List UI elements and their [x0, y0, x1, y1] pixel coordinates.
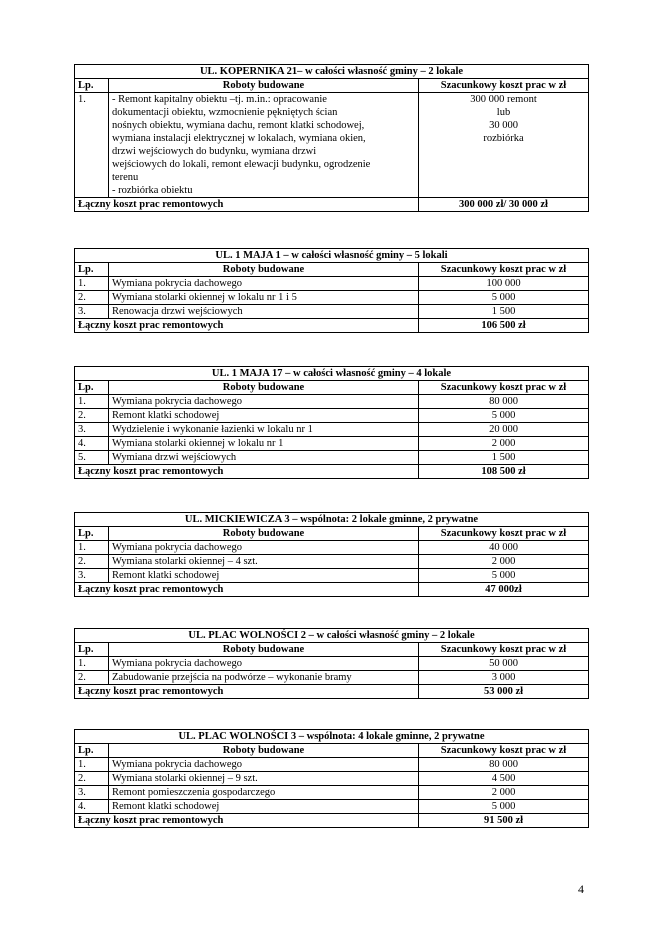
total-label: Łączny koszt prac remontowych [75, 583, 419, 597]
row-cost: 2 000 [419, 555, 589, 569]
table-row [75, 305, 589, 319]
table-title-row [75, 65, 589, 79]
table-row [75, 555, 589, 569]
table-row [75, 800, 589, 814]
total-row [75, 465, 589, 479]
row-description: Wymiana pokrycia dachowego [109, 758, 419, 772]
row-description: Wymiana pokrycia dachowego [109, 657, 419, 671]
table-row [75, 671, 589, 685]
table-title-row [75, 249, 589, 263]
row-cost: 1 500 [419, 451, 589, 465]
table-title: UL. KOPERNIKA 21– w całości własność gminy – 2 lokale [75, 65, 589, 79]
row-cost: 2 000 [419, 437, 589, 451]
row-cost: 20 000 [419, 423, 589, 437]
table-row [75, 395, 589, 409]
header-cost: Szacunkowy koszt prac w zł [419, 643, 589, 657]
table-title: UL. 1 MAJA 1 – w całości własność gminy – 5 lokali [75, 249, 589, 263]
row-description: Remont klatki schodowej [109, 800, 419, 814]
header-lp: Lp. [75, 79, 109, 93]
header-works: Roboty budowane [109, 744, 419, 758]
row-description: Wymiana pokrycia dachowego [109, 277, 419, 291]
total-row [75, 814, 589, 828]
row-number: 2. [75, 555, 109, 569]
row-description: Zabudowanie przejścia na podwórze – wykonanie bramy [109, 671, 419, 685]
row-cost: 80 000 [419, 395, 589, 409]
renovation-table [74, 248, 589, 333]
total-label: Łączny koszt prac remontowych [75, 198, 419, 212]
row-description: Wymiana stolarki okiennej w lokalu nr 1 [109, 437, 419, 451]
header-works: Roboty budowane [109, 643, 419, 657]
total-value: 91 500 zł [419, 814, 589, 828]
row-number: 2. [75, 291, 109, 305]
row-cost: 5 000 [419, 409, 589, 423]
row-cost: 5 000 [419, 800, 589, 814]
row-number: 1. [75, 277, 109, 291]
row-description: Renowacja drzwi wejściowych [109, 305, 419, 319]
table-header-row [75, 643, 589, 657]
total-label: Łączny koszt prac remontowych [75, 319, 419, 333]
page-number: 4 [578, 882, 584, 896]
row-cost: 2 000 [419, 786, 589, 800]
row-number: 1. [75, 395, 109, 409]
total-value: 300 000 zł/ 30 000 zł [419, 198, 589, 212]
renovation-table [74, 64, 589, 212]
row-cost: 50 000 [419, 657, 589, 671]
header-cost: Szacunkowy koszt prac w zł [419, 527, 589, 541]
renovation-table [74, 729, 589, 828]
header-works: Roboty budowane [109, 527, 419, 541]
row-cost: 4 500 [419, 772, 589, 786]
row-description: Remont klatki schodowej [109, 409, 419, 423]
row-description: Wymiana stolarki okiennej – 9 szt. [109, 772, 419, 786]
table-row [75, 93, 589, 198]
row-description: Remont pomieszczenia gospodarczego [109, 786, 419, 800]
row-cost: 5 000 [419, 291, 589, 305]
row-number: 3. [75, 569, 109, 583]
total-label: Łączny koszt prac remontowych [75, 685, 419, 699]
header-lp: Lp. [75, 744, 109, 758]
total-row [75, 319, 589, 333]
total-label: Łączny koszt prac remontowych [75, 814, 419, 828]
renovation-table [74, 366, 589, 479]
table-title: UL. MICKIEWICZA 3 – wspólnota: 2 lokale gminne, 2 prywatne [75, 513, 589, 527]
table-header-row [75, 527, 589, 541]
row-description: Wymiana pokrycia dachowego [109, 395, 419, 409]
row-number: 3. [75, 423, 109, 437]
row-number: 2. [75, 409, 109, 423]
table-title: UL. PLAC WOLNOŚCI 3 – wspólnota: 4 lokale gminne, 2 prywatne [75, 730, 589, 744]
table-title-row [75, 730, 589, 744]
row-description: - Remont kapitalny obiektu –tj. m.in.: opracowanie dokumentacji obiektu, wzmocnienie pękniętych ścian nośnych obiektu, wymiana dachu, remont klatki schodowej, wymiana instalacji elektrycznej w lokalach, wymiana okien, drzwi wejściowych do budynku, wymiana drzwi wejściowych do lokali, remont elewacji budynku, ogrodzenie terenu - rozbiórka obiektu [109, 93, 419, 198]
table-row [75, 758, 589, 772]
row-number: 1. [75, 758, 109, 772]
header-works: Roboty budowane [109, 381, 419, 395]
table-title-row [75, 629, 589, 643]
total-value: 108 500 zł [419, 465, 589, 479]
row-cost: 80 000 [419, 758, 589, 772]
header-works: Roboty budowane [109, 263, 419, 277]
total-value: 106 500 zł [419, 319, 589, 333]
table-header-row [75, 744, 589, 758]
table-row [75, 772, 589, 786]
table-header-row [75, 381, 589, 395]
table-title-row [75, 513, 589, 527]
table-row [75, 291, 589, 305]
table-row [75, 423, 589, 437]
row-number: 1. [75, 657, 109, 671]
table-row [75, 786, 589, 800]
row-number: 3. [75, 786, 109, 800]
table-row [75, 437, 589, 451]
row-cost: 40 000 [419, 541, 589, 555]
row-number: 2. [75, 671, 109, 685]
row-description: Remont klatki schodowej [109, 569, 419, 583]
row-cost: 5 000 [419, 569, 589, 583]
header-lp: Lp. [75, 643, 109, 657]
total-row [75, 685, 589, 699]
table-row [75, 451, 589, 465]
table-row [75, 569, 589, 583]
total-value: 47 000zł [419, 583, 589, 597]
row-number: 1. [75, 93, 109, 198]
row-number: 1. [75, 541, 109, 555]
header-lp: Lp. [75, 381, 109, 395]
row-number: 5. [75, 451, 109, 465]
row-description: Wydzielenie i wykonanie łazienki w lokalu nr 1 [109, 423, 419, 437]
header-cost: Szacunkowy koszt prac w zł [419, 744, 589, 758]
table-title: UL. 1 MAJA 17 – w całości własność gminy – 4 lokale [75, 367, 589, 381]
row-number: 4. [75, 800, 109, 814]
header-cost: Szacunkowy koszt prac w zł [419, 263, 589, 277]
table-header-row [75, 263, 589, 277]
total-row [75, 583, 589, 597]
table-row [75, 541, 589, 555]
table-title-row [75, 367, 589, 381]
header-cost: Szacunkowy koszt prac w zł [419, 381, 589, 395]
total-value: 53 000 zł [419, 685, 589, 699]
row-description: Wymiana pokrycia dachowego [109, 541, 419, 555]
row-number: 4. [75, 437, 109, 451]
row-cost: 1 500 [419, 305, 589, 319]
total-label: Łączny koszt prac remontowych [75, 465, 419, 479]
row-description: Wymiana drzwi wejściowych [109, 451, 419, 465]
header-works: Roboty budowane [109, 79, 419, 93]
table-header-row [75, 79, 589, 93]
header-lp: Lp. [75, 527, 109, 541]
row-description: Wymiana stolarki okiennej – 4 szt. [109, 555, 419, 569]
table-row [75, 409, 589, 423]
header-lp: Lp. [75, 263, 109, 277]
row-cost: 3 000 [419, 671, 589, 685]
header-cost: Szacunkowy koszt prac w zł [419, 79, 589, 93]
row-number: 3. [75, 305, 109, 319]
row-cost: 300 000 remont lub 30 000 rozbiórka [419, 93, 589, 198]
renovation-table [74, 628, 589, 699]
renovation-table [74, 512, 589, 597]
total-row [75, 198, 589, 212]
row-cost: 100 000 [419, 277, 589, 291]
table-title: UL. PLAC WOLNOŚCI 2 – w całości własność gminy – 2 lokale [75, 629, 589, 643]
table-row [75, 657, 589, 671]
row-number: 2. [75, 772, 109, 786]
table-row [75, 277, 589, 291]
row-description: Wymiana stolarki okiennej w lokalu nr 1 i 5 [109, 291, 419, 305]
